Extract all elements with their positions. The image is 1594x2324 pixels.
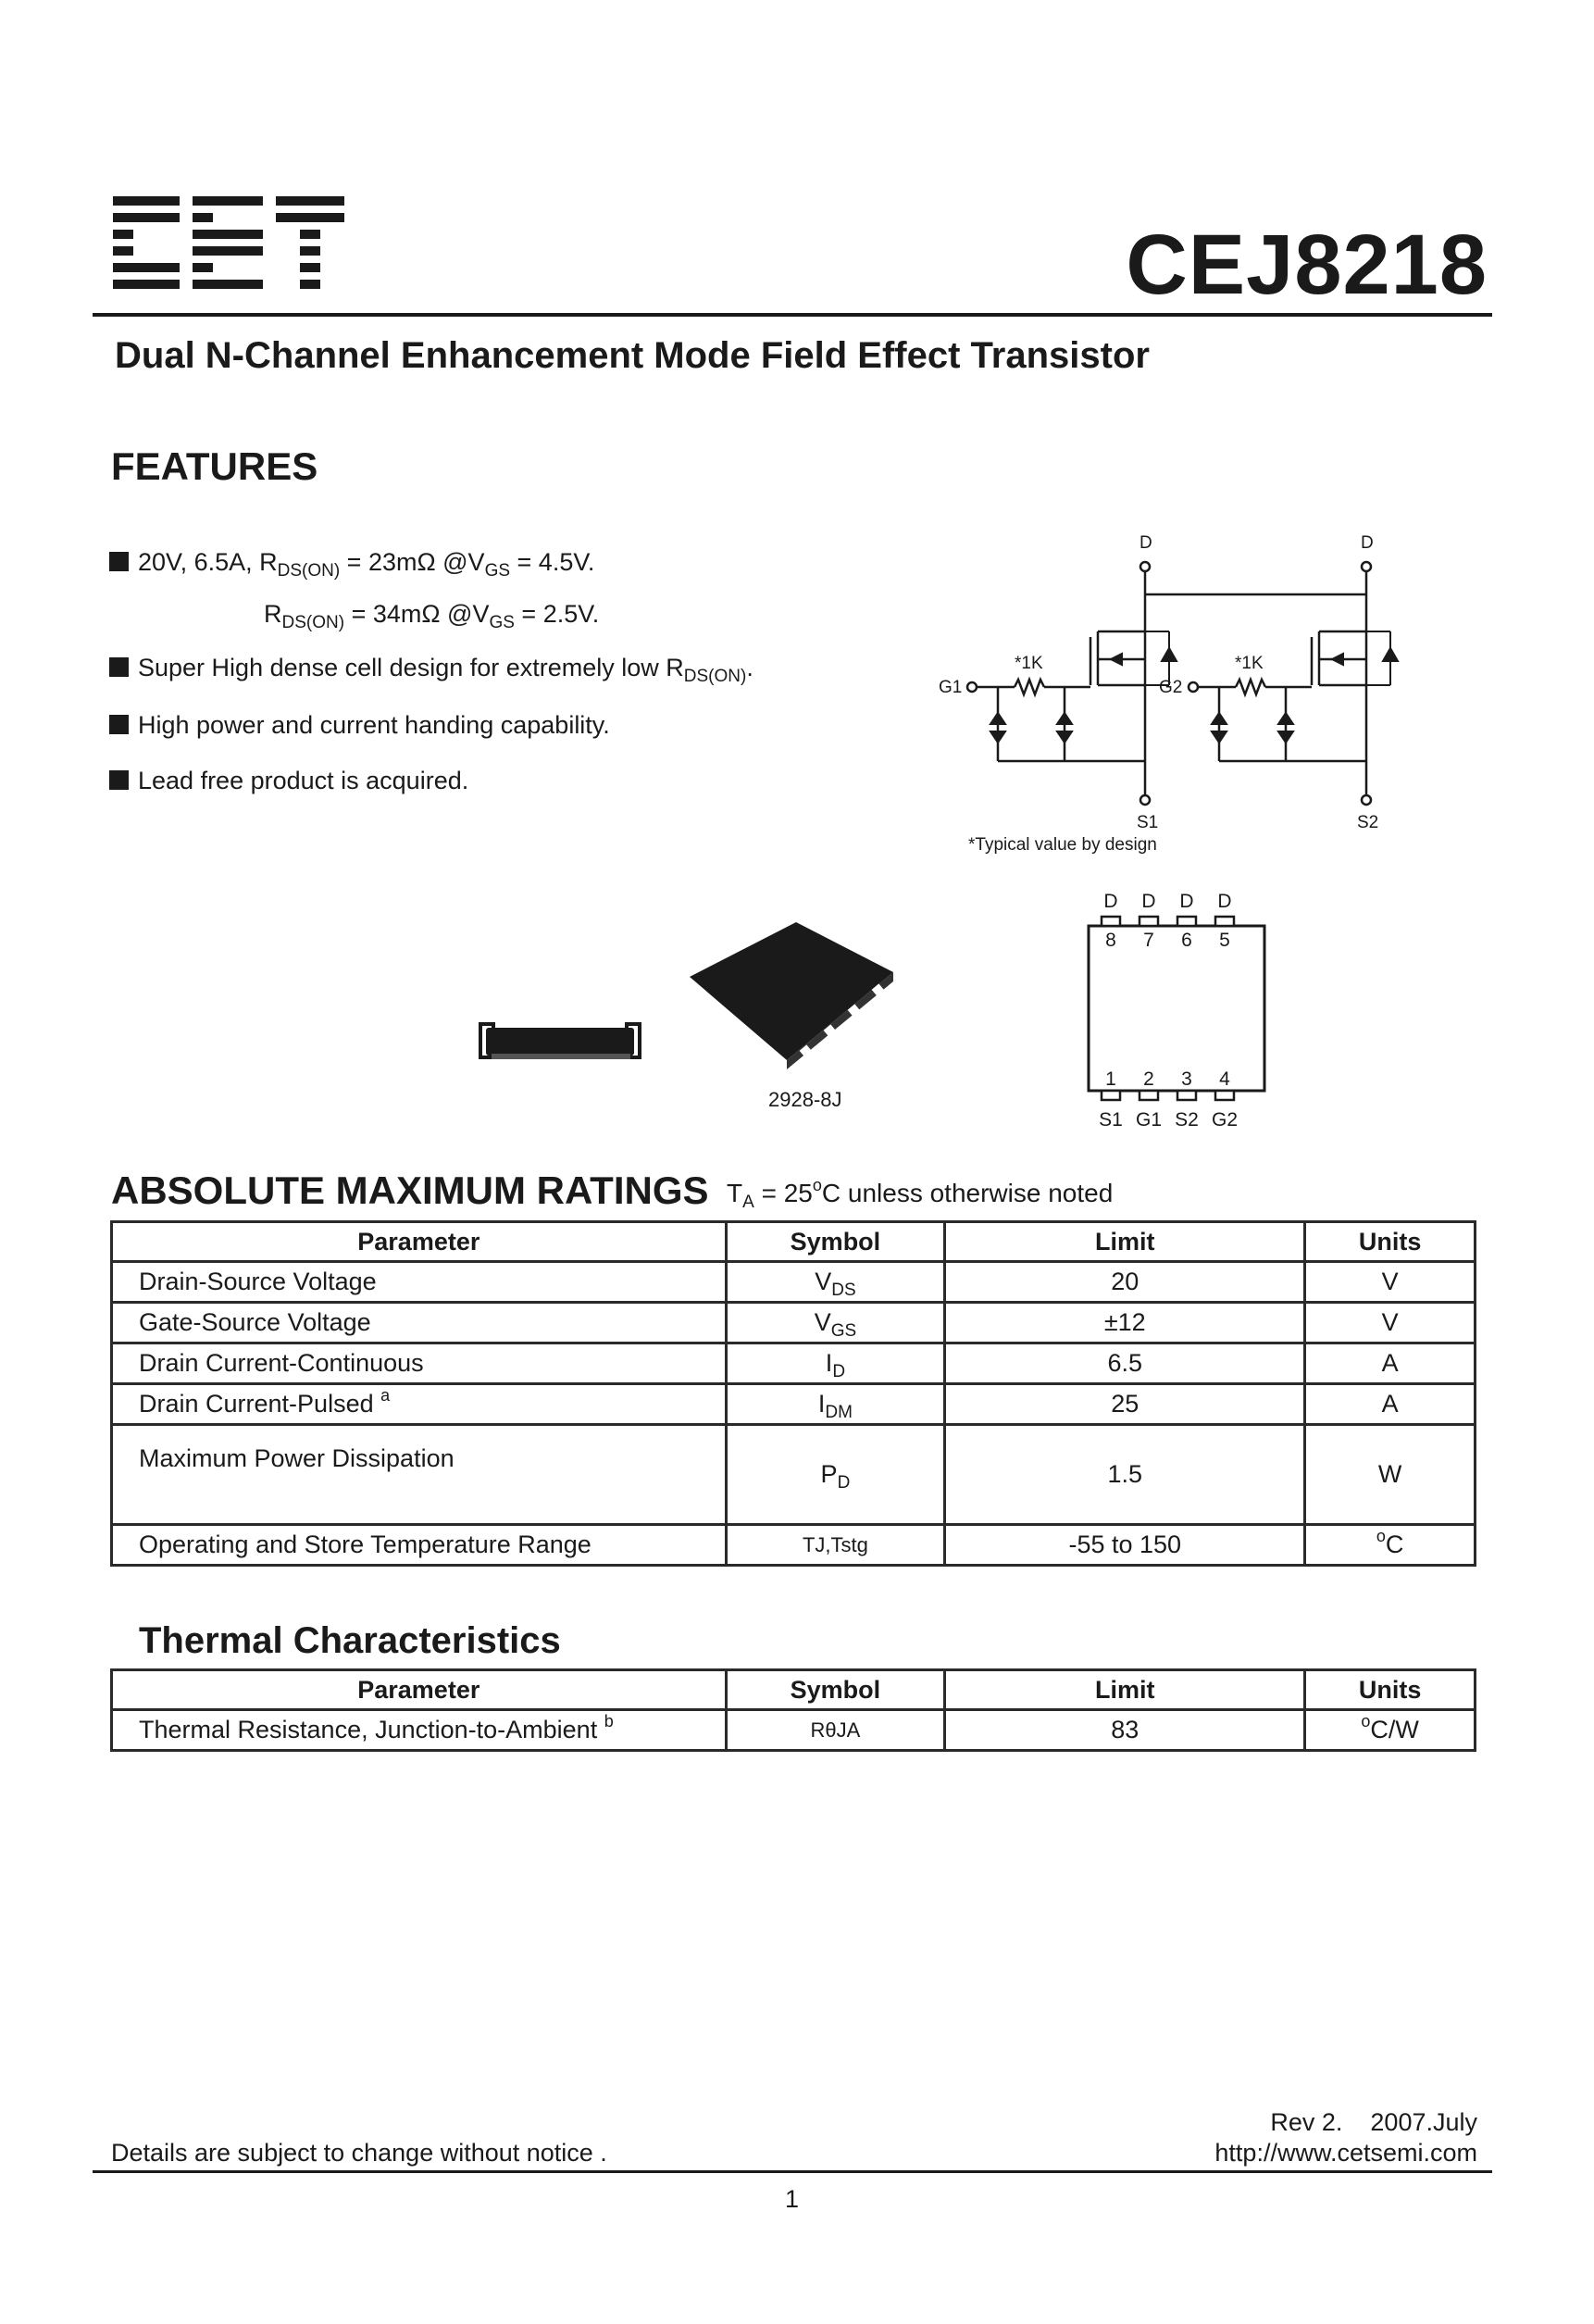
table-row: [112, 1425, 1476, 1525]
resistor-label: *1K: [1235, 654, 1264, 673]
source2-label: S2: [1357, 813, 1379, 832]
symbol-cell: TJ,Tstg: [726, 1525, 945, 1566]
gate2-label: G2: [1159, 678, 1183, 697]
limit-cell: 1.5: [945, 1425, 1305, 1525]
symbol-cell: $P_D$: [726, 1425, 945, 1525]
parameter-cell: Thermal Resistance, Junction-to-Ambient $^b$: [112, 1710, 727, 1751]
circuit-schematic: [926, 528, 1407, 870]
package-name: 2928-8J: [768, 1088, 842, 1111]
feature-item-continued: $R_{DS(ON)} = 34m\Omega$ $@V_{GS} = 2.5V$.: [264, 600, 600, 632]
units-cell: V: [1305, 1303, 1476, 1343]
table-row: [112, 1262, 1476, 1303]
column-header: Parameter: [112, 1670, 727, 1710]
abs-max-table: [110, 1220, 1476, 1567]
column-header: Limit: [945, 1670, 1305, 1710]
parameter-cell: Drain-Source Voltage: [112, 1262, 727, 1303]
package-pinout: [1083, 880, 1277, 1139]
part-number: CEJ8218: [1126, 218, 1488, 312]
abs-max-heading: ABSOLUTE MAXIMUM RATINGS: [111, 1168, 709, 1212]
source1-label: S1: [1137, 813, 1159, 832]
bullet-icon: [109, 657, 129, 677]
parameter-cell: Gate-Source Voltage: [112, 1303, 727, 1343]
pin-number-bottom: 2: [1143, 1068, 1154, 1090]
gate1-label: G1: [939, 678, 963, 697]
page-number: 1: [785, 2185, 800, 2213]
pin-number-top: 8: [1105, 930, 1116, 951]
symbol-cell: RθJA: [726, 1710, 945, 1751]
feature-item: Super High dense cell design for extremely low $R_{DS(ON)}$.: [109, 654, 753, 682]
pin-label-top: D: [1217, 891, 1232, 912]
parameter-cell: Maximum Power Dissipation: [112, 1425, 727, 1525]
footer-rule: [93, 2170, 1492, 2173]
parameter-cell: Drain Current-Pulsed $^a$: [112, 1384, 727, 1425]
pin-label-top: D: [1141, 891, 1156, 912]
header-rule: [93, 313, 1492, 317]
resistor-label: *1K: [1015, 654, 1043, 673]
parameter-cell: Drain Current-Continuous: [112, 1343, 727, 1384]
pin-number-bottom: 1: [1105, 1068, 1116, 1090]
drain-label: D: [1139, 533, 1152, 553]
bullet-icon: [109, 770, 129, 790]
column-header: Limit: [945, 1222, 1305, 1262]
column-header: Units: [1305, 1670, 1476, 1710]
pin-label-bottom: G2: [1211, 1109, 1239, 1131]
feature-item: High power and current handing capability.: [109, 711, 610, 740]
document-subtitle: Dual N-Channel Enhancement Mode Field Effect Transistor: [115, 335, 1150, 376]
symbol-cell: $V_{GS}$: [726, 1303, 945, 1343]
feature-item: Lead free product is acquired.: [109, 767, 468, 795]
symbol-cell: $V_{DS}$: [726, 1262, 945, 1303]
bullet-icon: [109, 552, 129, 571]
bullet-icon: [109, 715, 129, 734]
pin-label-bottom: S1: [1099, 1109, 1123, 1131]
limit-cell: 83: [945, 1710, 1305, 1751]
limit-cell: 25: [945, 1384, 1305, 1425]
units-cell: A: [1305, 1343, 1476, 1384]
pin-label-top: D: [1179, 891, 1194, 912]
pin-number-top: 5: [1219, 930, 1230, 951]
table-row: [112, 1710, 1476, 1751]
footer-url[interactable]: http://www.cetsemi.com: [1214, 2139, 1477, 2167]
limit-cell: ±12: [945, 1303, 1305, 1343]
table-row: [112, 1303, 1476, 1343]
units-cell: W: [1305, 1425, 1476, 1525]
pin-number-top: 6: [1181, 930, 1192, 951]
pin-number-bottom: 4: [1219, 1068, 1230, 1090]
symbol-cell: $I_{DM}$: [726, 1384, 945, 1425]
pin-number-bottom: 3: [1181, 1068, 1192, 1090]
symbol-cell: $I_D$: [726, 1343, 945, 1384]
revision: Rev 2. 2007.July: [1270, 2108, 1477, 2136]
column-header: Symbol: [726, 1670, 945, 1710]
pin-label-bottom: G1: [1135, 1109, 1163, 1131]
table-row: [112, 1343, 1476, 1384]
thermal-table: [110, 1668, 1476, 1752]
units-cell: $^o$C/W: [1305, 1710, 1476, 1751]
pin-label-top: D: [1103, 891, 1118, 912]
table-row: [112, 1525, 1476, 1566]
units-cell: A: [1305, 1384, 1476, 1425]
parameter-cell: Operating and Store Temperature Range: [112, 1525, 727, 1566]
limit-cell: 20: [945, 1262, 1305, 1303]
cet-logo: [113, 196, 344, 298]
table-header-row: [112, 1222, 1476, 1262]
table-header-row: [112, 1670, 1476, 1710]
table-row: [112, 1384, 1476, 1425]
package-photo: [477, 917, 912, 1111]
features-heading: FEATURES: [111, 444, 318, 488]
pin-number-top: 7: [1143, 930, 1154, 951]
units-cell: V: [1305, 1262, 1476, 1303]
drain-label: D: [1361, 533, 1374, 553]
column-header: Units: [1305, 1222, 1476, 1262]
footer-notice: Details are subject to change without notice .: [111, 2139, 607, 2167]
abs-max-condition: $T_A = 25^oC$ unless otherwise noted: [727, 1176, 1114, 1212]
limit-cell: -55 to 150: [945, 1525, 1305, 1566]
limit-cell: 6.5: [945, 1343, 1305, 1384]
column-header: Parameter: [112, 1222, 727, 1262]
feature-item: 20V, 6.5A, $R_{DS(ON)} = 23m\Omega$ $@V_{GS} = 4.5V$.: [109, 548, 594, 577]
thermal-heading: Thermal Characteristics: [139, 1620, 561, 1661]
units-cell: $^o$C: [1305, 1525, 1476, 1566]
schematic-note: *Typical value by design: [968, 835, 1157, 855]
column-header: Symbol: [726, 1222, 945, 1262]
pin-label-bottom: S2: [1175, 1109, 1199, 1131]
